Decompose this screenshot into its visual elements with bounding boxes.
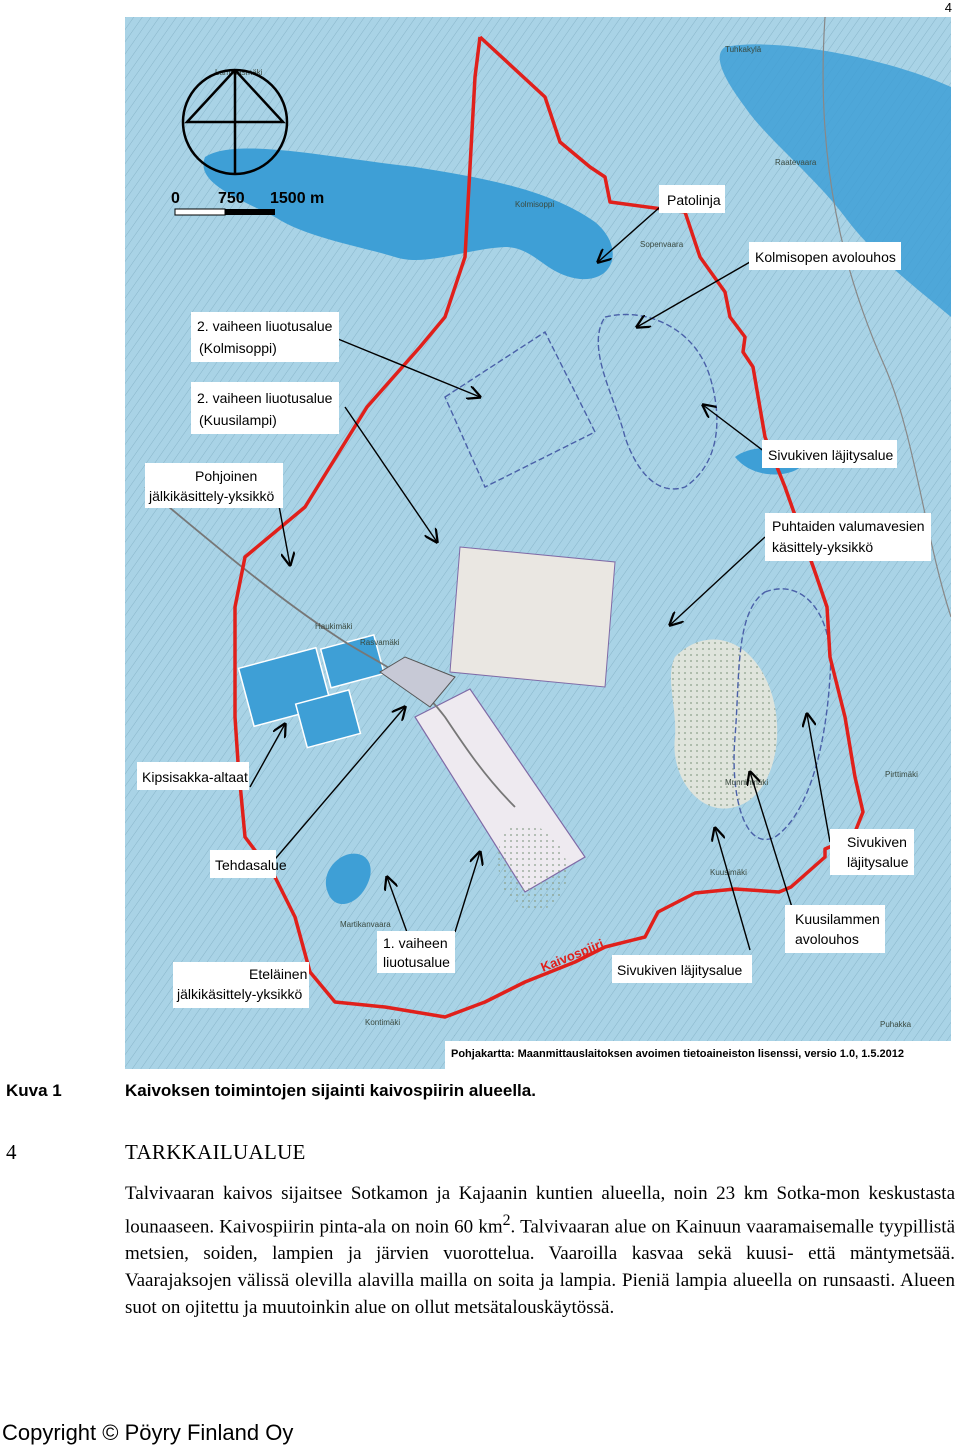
place-kuusimaki: Kuusimäki <box>710 868 747 877</box>
place-puhakka: Puhakka <box>880 1020 912 1029</box>
place-kontimaki: Kontimäki <box>365 1018 401 1027</box>
svg-text:jälkikäsittely-yksikkö: jälkikäsittely-yksikkö <box>177 986 303 1002</box>
label-pohjakartta <box>445 1041 951 1069</box>
place-lammasmaki: Lammasmäki <box>215 68 263 77</box>
figure-caption-label: Kuva 1 <box>6 1081 62 1100</box>
svg-text:Sivukiven läjitysalue: Sivukiven läjitysalue <box>617 962 743 978</box>
place-rasvamaki: Rasvamäki <box>360 638 400 647</box>
svg-text:Kipsisakka-altaat: Kipsisakka-altaat <box>142 769 248 785</box>
label-pohjoinen-jalkikasittely <box>145 463 283 508</box>
place-haukimaki: Haukimäki <box>315 622 353 631</box>
svg-text:liuotusalue: liuotusalue <box>383 954 450 970</box>
svg-text:(Kolmisoppi): (Kolmisoppi) <box>199 340 277 356</box>
place-sopenvaara: Sopenvaara <box>640 240 684 249</box>
svg-text:jälkikäsittely-yksikkö: jälkikäsittely-yksikkö <box>149 488 275 504</box>
label-sivukiven-lajitysalue-s <box>612 955 752 983</box>
label-liuotus-2-kuusilampi <box>191 382 339 434</box>
place-martikanvaara: Martikanvaara <box>340 920 391 929</box>
svg-text:Puhtaiden valumavesien: Puhtaiden valumavesien <box>772 518 925 534</box>
scale-tick-0: 0 <box>171 190 180 207</box>
svg-text:Pohjoinen: Pohjoinen <box>195 468 258 484</box>
place-tuhkakyla: Tuhkakylä <box>725 45 762 54</box>
svg-text:Pohjakartta: Maanmittauslaitok: Pohjakartta: Maanmittauslaitoksen avoimen tietoaineiston lisenssi, versio 1.0, 1.5.2012 <box>451 1048 905 1060</box>
svg-text:2. vaiheen liuotusalue: 2. vaiheen liuotusalue <box>197 318 333 334</box>
footer-copyright: Copyright © Pöyry Finland Oy <box>2 1420 294 1445</box>
body-text-part2: . Talvivaaran alue on Kainuun vaaramaisemalle tyypillistä metsien, soiden, lampien ja järvien vuorottelua. Vaaroilla kasvaa sekä kuusi- että mäntymetsää. Vaarajaksojen välissä olevilla alavilla mailla on soita ja lampia. Pieniä lampia alueella on runsaasti. Alueen suot on ojitettu ja muutoinkin alue on ollut metsätalouskäytössä. <box>125 1216 955 1319</box>
label-sivukiven-lajitysalue-ne <box>762 440 897 468</box>
heap-leach-phase2-kuusilampi <box>450 547 615 687</box>
label-etelainen-jalkikasittely <box>173 962 309 1008</box>
body-text-part1: Talvivaaran kaivos sijaitsee Sotkamon ja Kajaanin kuntien alueella, noin 23 km Sotka-mon keskustasta lounaaseen. Kaivospiirin pinta-ala on noin 60 km <box>125 1183 955 1238</box>
body-superscript: 2 <box>502 1212 511 1229</box>
label-kaivospiiri: Kaivospiiri <box>538 935 606 975</box>
north-symbol-icon <box>183 70 287 174</box>
svg-text:Sivukiven läjitysalue: Sivukiven läjitysalue <box>768 447 894 463</box>
svg-text:Kolmisopen avolouhos: Kolmisopen avolouhos <box>755 249 896 265</box>
section-title: TARKKAILUALUE <box>125 1140 306 1164</box>
svg-text:Sivukiven: Sivukiven <box>847 834 907 850</box>
label-tehdasalue <box>210 850 287 878</box>
place-munninmaki: Munninmäki <box>725 778 769 787</box>
svg-text:(Kuusilampi): (Kuusilampi) <box>199 412 277 428</box>
label-kuusilammen-avolouhos <box>785 905 885 953</box>
svg-text:2. vaiheen liuotusalue: 2. vaiheen liuotusalue <box>197 390 333 406</box>
label-liuotus-1 <box>377 931 455 973</box>
label-patolinja <box>659 185 725 213</box>
label-kolmisopen-avolouhos <box>749 242 901 270</box>
svg-text:käsittely-yksikkö: käsittely-yksikkö <box>772 539 874 555</box>
scale-tick-1500: 1500 m <box>270 190 325 207</box>
svg-text:Tehdasalue: Tehdasalue <box>215 857 287 873</box>
label-puhtaiden-valumavesien <box>765 513 931 561</box>
place-pirttimaki: Pirttimäki <box>885 770 918 779</box>
page-number: 4 <box>944 0 952 15</box>
place-kolmisoppi: Kolmisoppi <box>515 200 555 209</box>
label-sivukiven-lajitysalue-e <box>830 829 914 875</box>
svg-text:avolouhos: avolouhos <box>795 931 859 947</box>
svg-text:Patolinja: Patolinja <box>667 192 721 208</box>
svg-text:Kuusilammen: Kuusilammen <box>795 911 880 927</box>
svg-text:läjitysalue: läjitysalue <box>847 854 909 870</box>
figure-caption-text: Kaivoksen toimintojen sijainti kaivospiirin alueella. <box>125 1081 536 1100</box>
svg-text:1. vaiheen: 1. vaiheen <box>383 935 448 951</box>
site-map <box>125 17 951 1069</box>
svg-text:Eteläinen: Eteläinen <box>249 966 308 982</box>
body-paragraph <box>125 1180 955 1321</box>
label-kipsisakka-altaat <box>137 762 249 790</box>
section-number: 4 <box>6 1140 17 1164</box>
place-raatevaara: Raatevaara <box>775 158 817 167</box>
scale-tick-750: 750 <box>218 190 245 207</box>
label-liuotus-2-kolmisoppi <box>191 312 339 362</box>
